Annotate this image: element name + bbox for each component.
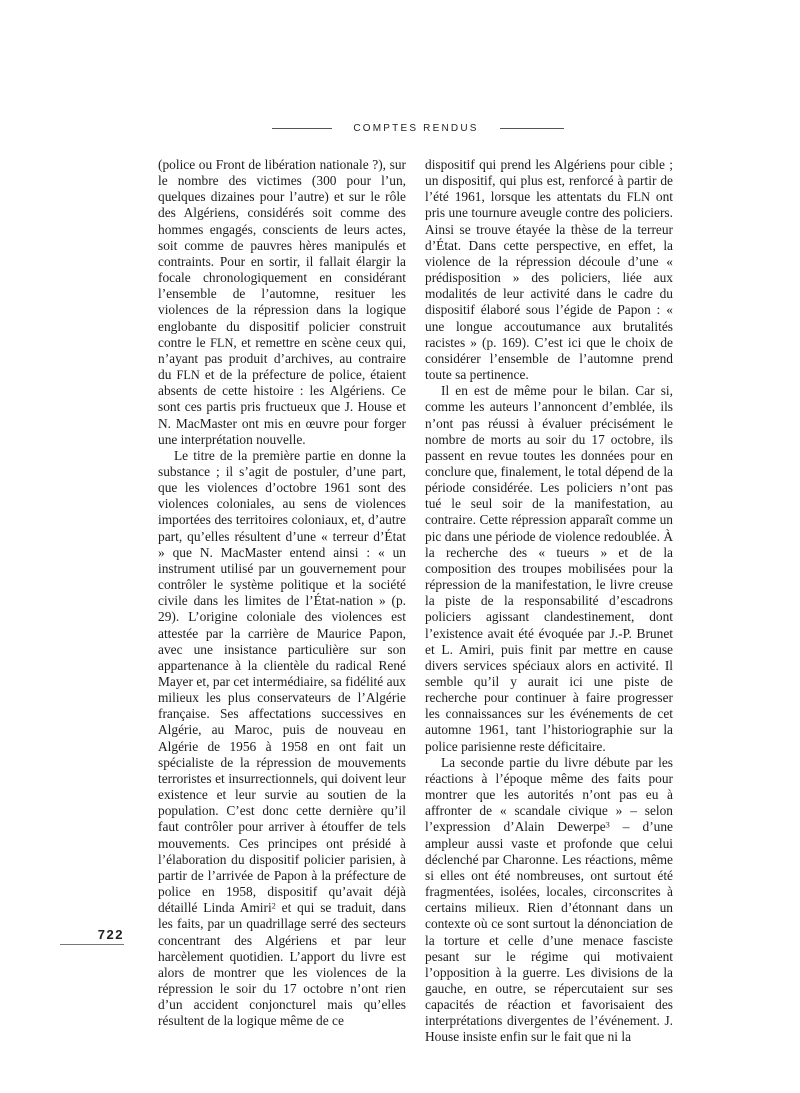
page-number: 722 [97,927,124,942]
abbreviation-fln: FLN [210,335,234,350]
footnote-ref: 3 [605,820,610,830]
abbreviation-fln: FLN [626,190,650,205]
paragraph: dispositif qui prend les Algériens pour cible ; un dispositif, qui plus est, renforcé à partir de l’été 1961, lorsque les attentats du FLN ont pris une tournure aveugle contre des policiers. Ainsi se trouve étayée la thèse de la terreur d’État. Dans cette perspective, en effet, la violence de la répression découle d’une « prédisposition » des policiers, liée aux modalités de leur activité dans le cadre du dispositif élaboré sous l’égide de Papon : « une longue accoutumance aux brutalités racistes » (p. 169). C’est ici que le choix de considérer l’ensemble de l’automne prend toute sa pertinence. [425,157,673,383]
page-number-rule [60,944,124,945]
paragraph: La seconde partie du livre débute par les réactions à l’époque même des faits pour montrer que les autorités n’ont pas eu à affronter de « scandale civique » – selon l’expression d’Alain Dewerpe$^3$ – d’une ampleur aussi vaste et profonde que celui déclenché par Charonne. Les réactions, même si elles ont été nombreuses, ont surtout été fragmentées, isolées, locales, circonscrites à certains milieux. Rien d’étonnant dans un contexte où ce sont surtout la dénonciation de la torture et celle d’une menace fasciste pesant sur le régime qui motivaient l’opposition à la guerre. Les divisions de la gauche, en outre, se répercutaient sur ses capacités de réaction et favorisaient des interprétations divergentes de l’événement. J. House insiste enfin sur le fait que ni la [425,754,673,1045]
running-header-title: COMPTES RENDUS [353,123,479,134]
header-rule-left [272,128,332,129]
left-column [158,157,406,1029]
abbreviation-fln: FLN [176,368,200,383]
footnote-ref: 2 [271,901,276,911]
paragraph: Le titre de la première partie en donne la substance ; il s’agit de postuler, d’une part, que les violences d’octobre 1961 sont des violences coloniales, au sens de violences importées des territoires coloniaux, et, d’autre part, qu’elles résultent d’une « terreur d’État » que N. MacMaster entend ainsi : « un instrument utilisé par un gouvernement pour contrôler le système politique et la société civile dans les limites de l’État-nation » (p. 29). L’origine coloniale des violences est attestée par la carrière de Maurice Papon, avec une insistance particulière sur son appartenance à la clientèle du radical René Mayer et, par cet intermédiaire, sa fidélité aux milieux les plus conservateurs de l’Algérie française. Ses affectations successives en Algérie, au Maroc, puis de nouveau en Algérie de 1956 à 1958 en ont fait un spécialiste de la répression de mouvements terroristes et insurrectionnels, qui doivent leur existence et leur survie au soutien de la population. C’est donc cette dernière qu’il faut contrôler pour arriver à étouffer de tels mouvements. Ces principes ont présidé à l’élaboration du dispositif policier parisien, à partir de l’arrivée de Papon à la préfecture de police en 1958, dispositif qu’avait déjà détaillé Linda Amiri$^2$ et qui se traduit, dans les faits, par un quadrillage serré des secteurs concentrant des Algériens et par leur harcèlement quotidien. L’apport du livre est alors de montrer que les violences de la répression le soir du 17 octobre n’ont rien d’un accident conjoncturel mais qu’elles résultent de la logique même de ce [158,447,407,1029]
running-header [0,122,800,136]
header-rule-right [500,128,564,129]
paragraph: (police ou Front de libération nationale ?), sur le nombre des victimes (300 pour l’un, quelques dizaines pour l’autre) et sur le rôle des Algériens, considérés soit comme des hommes engagés, conscients de leurs actes, soit comme de pauvres hères manipulés et contraints. Pour en sortir, il fallait élargir la focale chronologiquement en considérant l’ensemble de l’automne, resituer les violences de la répression dans la logique englobante du dispositif policier construit contre le FLN, et remettre en scène ceux qui, n’ayant pas produit d’archives, au contraire du FLN et de la préfecture de police, étaient absents de cette histoire : les Algériens. Ce sont ces partis pris fructueux que J. House et N. MacMaster ont mis en œuvre pour forger une interprétation nouvelle. [158,157,406,447]
paragraph: Il en est de même pour le bilan. Car si, comme les auteurs l’annoncent d’emblée, ils n’ont pas réussi à évaluer précisément le nombre de morts au soir du 17 octobre, ils passent en revue toutes les données pour en conclure que, finalement, le total dépend de la période considérée. Les policiers n’ont pas tué le seul soir de la manifestation, au contraire. Cette répression apparaît comme un pic dans une période de violence redoublée. À la recherche des « tueurs » et de la composition des troupes mobilisées pour la répression de la manifestation, le livre creuse la piste de la responsabilité d’escadrons policiers agissant clandestinement, dont l’existence avait été évoquée par J.-P. Brunet et L. Amiri, puis finit par mettre en cause divers services spéciaux alors en activité. Il semble qu’il y aurait ici une piste de recherche pour continuer à faire progresser les connaissances sur les événements de cet automne 1961, tant l’historiographie sur la police parisienne reste déficitaire. [425,383,673,754]
right-column [425,157,673,1046]
